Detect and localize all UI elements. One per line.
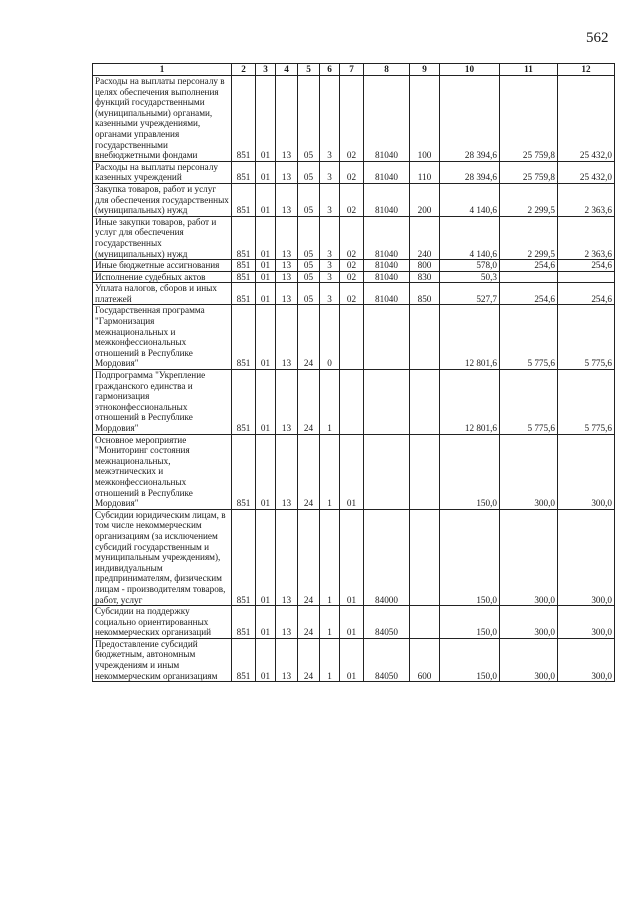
cell-col-10: 12 801,6 <box>440 370 500 435</box>
cell-col-7: 01 <box>340 638 364 681</box>
cell-col-10: 4 140,6 <box>440 183 500 216</box>
table-row <box>93 76 615 162</box>
cell-col-12: 5 775,6 <box>558 370 615 435</box>
cell-col-8 <box>364 370 410 435</box>
cell-col-7: 02 <box>340 260 364 272</box>
cell-col-7: 01 <box>340 509 364 605</box>
cell-col-6: 3 <box>320 260 340 272</box>
cell-col-6: 3 <box>320 283 340 305</box>
row-name-cell: Субсидии на поддержку социально ориентированных некоммерческих организаций <box>93 606 232 639</box>
table-row <box>93 271 615 283</box>
cell-col-2: 851 <box>232 509 256 605</box>
cell-col-12: 2 363,6 <box>558 183 615 216</box>
cell-col-3: 01 <box>256 606 276 639</box>
cell-col-6: 3 <box>320 76 340 162</box>
cell-col-5: 24 <box>298 509 320 605</box>
cell-col-6: 1 <box>320 606 340 639</box>
cell-col-12: 5 775,6 <box>558 305 615 370</box>
cell-col-2: 851 <box>232 434 256 509</box>
cell-col-4: 13 <box>276 509 298 605</box>
cell-col-11: 5 775,6 <box>500 305 558 370</box>
row-name-cell: Уплата налогов, сборов и иных платежей <box>93 283 232 305</box>
cell-col-5: 05 <box>298 76 320 162</box>
table-row <box>93 638 615 681</box>
column-header: 10 <box>440 64 500 76</box>
cell-col-4: 13 <box>276 260 298 272</box>
cell-col-4: 13 <box>276 370 298 435</box>
column-header: 1 <box>93 64 232 76</box>
cell-col-3: 01 <box>256 638 276 681</box>
cell-col-12: 25 432,0 <box>558 161 615 183</box>
cell-col-9 <box>410 606 440 639</box>
cell-col-10: 150,0 <box>440 509 500 605</box>
cell-col-9: 850 <box>410 283 440 305</box>
cell-col-10: 150,0 <box>440 606 500 639</box>
cell-col-7: 01 <box>340 434 364 509</box>
cell-col-8: 84050 <box>364 638 410 681</box>
cell-col-3: 01 <box>256 509 276 605</box>
row-name-cell: Субсидии юридическим лицам, в том числе некоммерческим организациям (за исключением субсидий государственным и муниципальным учреждениям), индивидуальным предпринимателям, физическим лицам - производителям товаров, работ, услуг <box>93 509 232 605</box>
cell-col-2: 851 <box>232 283 256 305</box>
cell-col-3: 01 <box>256 161 276 183</box>
cell-col-11: 254,6 <box>500 260 558 272</box>
cell-col-7: 01 <box>340 606 364 639</box>
cell-col-6: 0 <box>320 305 340 370</box>
cell-col-3: 01 <box>256 76 276 162</box>
cell-col-10: 527,7 <box>440 283 500 305</box>
cell-col-5: 24 <box>298 606 320 639</box>
cell-col-10: 12 801,6 <box>440 305 500 370</box>
page-number: 562 <box>586 30 609 46</box>
cell-col-11: 300,0 <box>500 638 558 681</box>
row-name-cell: Расходы на выплаты персоналу в целях обеспечения выполнения функций государственными (муниципальными) органами, казенными учреждениями, органами управления государственными внебюджетными фондами <box>93 76 232 162</box>
table-row <box>93 283 615 305</box>
cell-col-7: 02 <box>340 283 364 305</box>
column-header: 7 <box>340 64 364 76</box>
cell-col-12: 254,6 <box>558 283 615 305</box>
cell-col-11: 300,0 <box>500 509 558 605</box>
row-name-cell: Иные бюджетные ассигнования <box>93 260 232 272</box>
table-row <box>93 305 615 370</box>
column-header: 2 <box>232 64 256 76</box>
cell-col-5: 24 <box>298 305 320 370</box>
cell-col-6: 3 <box>320 183 340 216</box>
cell-col-6: 1 <box>320 370 340 435</box>
table-row <box>93 434 615 509</box>
cell-col-9: 200 <box>410 183 440 216</box>
cell-col-9 <box>410 305 440 370</box>
row-name-cell: Государственная программа "Гармонизация межнациональных и межконфессиональных отношений в Республике Мордовия" <box>93 305 232 370</box>
table-row <box>93 260 615 272</box>
cell-col-2: 851 <box>232 161 256 183</box>
cell-col-7: 02 <box>340 216 364 259</box>
cell-col-7: 02 <box>340 271 364 283</box>
cell-col-4: 13 <box>276 434 298 509</box>
cell-col-5: 24 <box>298 370 320 435</box>
cell-col-10: 150,0 <box>440 638 500 681</box>
cell-col-4: 13 <box>276 183 298 216</box>
cell-col-8 <box>364 434 410 509</box>
cell-col-8: 81040 <box>364 183 410 216</box>
cell-col-11: 254,6 <box>500 283 558 305</box>
cell-col-10: 150,0 <box>440 434 500 509</box>
cell-col-3: 01 <box>256 216 276 259</box>
cell-col-8: 81040 <box>364 76 410 162</box>
column-header: 11 <box>500 64 558 76</box>
cell-col-10: 28 394,6 <box>440 76 500 162</box>
cell-col-11: 300,0 <box>500 606 558 639</box>
cell-col-11: 2 299,5 <box>500 216 558 259</box>
cell-col-6: 3 <box>320 216 340 259</box>
row-name-cell: Предоставление субсидий бюджетным, автономным учреждениям и иным некоммерческим организациям <box>93 638 232 681</box>
cell-col-2: 851 <box>232 216 256 259</box>
cell-col-5: 05 <box>298 260 320 272</box>
cell-col-5: 24 <box>298 638 320 681</box>
cell-col-11: 5 775,6 <box>500 370 558 435</box>
cell-col-11: 300,0 <box>500 434 558 509</box>
row-name-cell: Подпрограмма "Укрепление гражданского единства и гармонизация этноконфессиональных отношений в Республике Мордовия" <box>93 370 232 435</box>
cell-col-11: 25 759,8 <box>500 161 558 183</box>
cell-col-9 <box>410 509 440 605</box>
cell-col-9: 800 <box>410 260 440 272</box>
cell-col-7 <box>340 305 364 370</box>
row-name-cell: Закупка товаров, работ и услуг для обеспечения государственных (муниципальных) нужд <box>93 183 232 216</box>
cell-col-12: 300,0 <box>558 434 615 509</box>
column-header: 6 <box>320 64 340 76</box>
cell-col-11 <box>500 271 558 283</box>
cell-col-5: 05 <box>298 283 320 305</box>
cell-col-2: 851 <box>232 183 256 216</box>
cell-col-8: 81040 <box>364 216 410 259</box>
header-row <box>93 64 615 76</box>
cell-col-10: 28 394,6 <box>440 161 500 183</box>
column-header: 5 <box>298 64 320 76</box>
budget-table <box>92 63 615 682</box>
cell-col-12: 300,0 <box>558 606 615 639</box>
column-header: 12 <box>558 64 615 76</box>
cell-col-7: 02 <box>340 183 364 216</box>
column-header: 3 <box>256 64 276 76</box>
cell-col-12: 300,0 <box>558 638 615 681</box>
row-name-cell: Иные закупки товаров, работ и услуг для обеспечения государственных (муниципальных) нужд <box>93 216 232 259</box>
cell-col-9: 830 <box>410 271 440 283</box>
cell-col-2: 851 <box>232 638 256 681</box>
cell-col-6: 1 <box>320 638 340 681</box>
cell-col-12: 25 432,0 <box>558 76 615 162</box>
table-row <box>93 606 615 639</box>
cell-col-2: 851 <box>232 305 256 370</box>
cell-col-7 <box>340 370 364 435</box>
cell-col-6: 1 <box>320 434 340 509</box>
cell-col-9: 100 <box>410 76 440 162</box>
cell-col-3: 01 <box>256 283 276 305</box>
cell-col-4: 13 <box>276 161 298 183</box>
cell-col-2: 851 <box>232 76 256 162</box>
table-row <box>93 183 615 216</box>
cell-col-2: 851 <box>232 606 256 639</box>
cell-col-3: 01 <box>256 271 276 283</box>
cell-col-10: 50,3 <box>440 271 500 283</box>
table-row <box>93 509 615 605</box>
column-header: 4 <box>276 64 298 76</box>
cell-col-5: 24 <box>298 434 320 509</box>
cell-col-4: 13 <box>276 76 298 162</box>
cell-col-2: 851 <box>232 260 256 272</box>
cell-col-8: 81040 <box>364 283 410 305</box>
cell-col-6: 3 <box>320 161 340 183</box>
cell-col-8: 81040 <box>364 161 410 183</box>
cell-col-12: 254,6 <box>558 260 615 272</box>
cell-col-3: 01 <box>256 183 276 216</box>
column-header: 8 <box>364 64 410 76</box>
cell-col-8: 84050 <box>364 606 410 639</box>
table-row <box>93 216 615 259</box>
cell-col-9 <box>410 434 440 509</box>
cell-col-5: 05 <box>298 216 320 259</box>
cell-col-8: 81040 <box>364 271 410 283</box>
row-name-cell: Исполнение судебных актов <box>93 271 232 283</box>
cell-col-2: 851 <box>232 271 256 283</box>
cell-col-4: 13 <box>276 271 298 283</box>
cell-col-3: 01 <box>256 305 276 370</box>
cell-col-5: 05 <box>298 271 320 283</box>
cell-col-9: 240 <box>410 216 440 259</box>
cell-col-5: 05 <box>298 161 320 183</box>
cell-col-12 <box>558 271 615 283</box>
cell-col-5: 05 <box>298 183 320 216</box>
cell-col-8: 81040 <box>364 260 410 272</box>
cell-col-12: 2 363,6 <box>558 216 615 259</box>
cell-col-2: 851 <box>232 370 256 435</box>
cell-col-10: 578,0 <box>440 260 500 272</box>
cell-col-8: 84000 <box>364 509 410 605</box>
cell-col-11: 25 759,8 <box>500 76 558 162</box>
cell-col-9: 110 <box>410 161 440 183</box>
cell-col-12: 300,0 <box>558 509 615 605</box>
table-row <box>93 370 615 435</box>
cell-col-9 <box>410 370 440 435</box>
row-name-cell: Расходы на выплаты персоналу казенных учреждений <box>93 161 232 183</box>
row-name-cell: Основное мероприятие "Мониторинг состояния межнациональных, межэтнических и межконфессиональных отношений в Республике Мордовия" <box>93 434 232 509</box>
cell-col-9: 600 <box>410 638 440 681</box>
cell-col-7: 02 <box>340 76 364 162</box>
cell-col-6: 3 <box>320 271 340 283</box>
cell-col-3: 01 <box>256 260 276 272</box>
table-row <box>93 161 615 183</box>
cell-col-4: 13 <box>276 283 298 305</box>
cell-col-11: 2 299,5 <box>500 183 558 216</box>
cell-col-3: 01 <box>256 370 276 435</box>
column-header: 9 <box>410 64 440 76</box>
cell-col-3: 01 <box>256 434 276 509</box>
cell-col-4: 13 <box>276 638 298 681</box>
cell-col-4: 13 <box>276 305 298 370</box>
cell-col-4: 13 <box>276 606 298 639</box>
cell-col-7: 02 <box>340 161 364 183</box>
cell-col-10: 4 140,6 <box>440 216 500 259</box>
cell-col-4: 13 <box>276 216 298 259</box>
cell-col-8 <box>364 305 410 370</box>
cell-col-6: 1 <box>320 509 340 605</box>
